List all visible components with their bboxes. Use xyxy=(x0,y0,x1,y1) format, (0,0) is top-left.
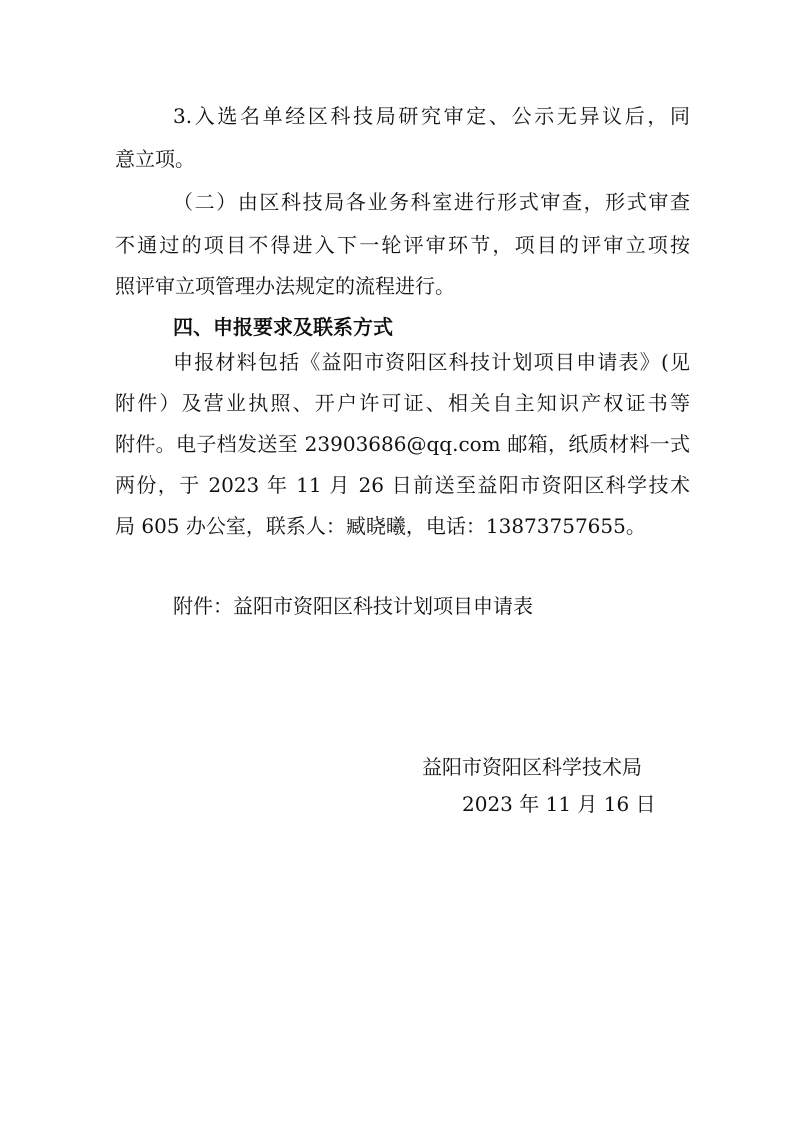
signature-organization: 益阳市资阳区科学技术局 xyxy=(422,755,642,779)
section-2-line-3: 照评审立项管理办法规定的流程进行。 xyxy=(115,274,455,298)
item-3-line-1: 3.入选名单经区科技局研究审定、公示无异议后，同 xyxy=(173,104,690,128)
requirements-line-1: 申报材料包括《益阳市资阳区科技计划项目申请表》(见 xyxy=(173,350,690,374)
section-2-line-1: （二）由区科技局各业务科室进行形式审查，形式审查 xyxy=(173,190,690,214)
signature-date: 2023 年 11 月 16 日 xyxy=(462,792,656,816)
requirements-line-3: 附件。电子档发送至 23903686@qq.com 邮箱，纸质材料一式 xyxy=(115,432,690,456)
section-2-line-2: 不通过的项目不得进入下一轮评审环节，项目的评审立项按 xyxy=(115,233,690,257)
requirements-line-5: 局 605 办公室，联系人：臧晓曦，电话：13873757655。 xyxy=(115,514,646,538)
attachment-line: 附件：益阳市资阳区科技计划项目申请表 xyxy=(173,594,533,618)
item-3-line-2: 意立项。 xyxy=(115,147,195,171)
requirements-line-4: 两份，于 2023 年 11 月 26 日前送至益阳市资阳区科学技术 xyxy=(115,473,690,497)
section-4-heading: 四、申报要求及联系方式 xyxy=(173,315,393,339)
requirements-line-2: 附件）及营业执照、开户许可证、相关自主知识产权证书等 xyxy=(115,391,690,415)
